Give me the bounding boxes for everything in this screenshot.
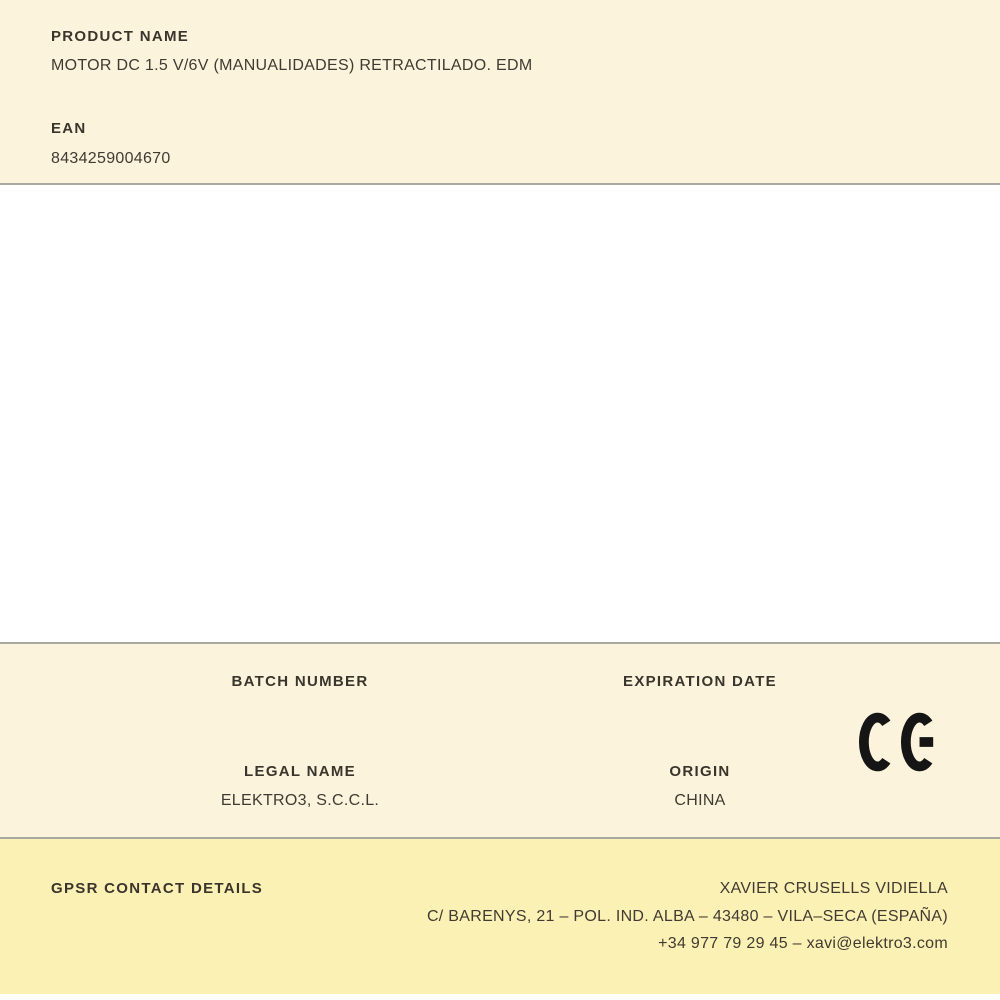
ean-value: 8434259004670 bbox=[51, 150, 171, 167]
gpsr-heading: GPSR CONTACT DETAILS bbox=[51, 880, 264, 897]
expiration-date-heading: EXPIRATION DATE bbox=[623, 673, 777, 690]
expiration-date-field bbox=[600, 672, 800, 700]
batch-number-heading: BATCH NUMBER bbox=[231, 673, 369, 690]
ce-mark-icon bbox=[859, 712, 941, 772]
ean-block bbox=[51, 119, 949, 169]
legal-name-heading: LEGAL NAME bbox=[244, 763, 356, 780]
product-name-value: MOTOR DC 1.5 V/6V (MANUALIDADES) RETRACTILADO. EDM bbox=[51, 57, 533, 74]
batch-number-field bbox=[0, 672, 600, 700]
batch-expiration-row bbox=[0, 672, 800, 700]
origin-field bbox=[600, 762, 800, 811]
ean-heading: EAN bbox=[51, 120, 87, 137]
product-image-placeholder bbox=[0, 185, 1000, 642]
origin-value: CHINA bbox=[674, 792, 726, 809]
batch-legal-section bbox=[0, 642, 1000, 837]
legal-origin-row bbox=[0, 762, 800, 811]
origin-heading: ORIGIN bbox=[669, 763, 731, 780]
ce-mark-container bbox=[800, 644, 1000, 839]
gpsr-contact-address: C/ BARENYS, 21 – POL. IND. ALBA – 43480 – VILA–SECA (ESPAÑA) bbox=[426, 907, 948, 925]
gpsr-contact-name: XAVIER CRUSELLS VIDIELLA bbox=[719, 880, 948, 897]
product-info-section bbox=[0, 0, 1000, 185]
legal-name-field bbox=[0, 762, 600, 811]
gpsr-section bbox=[0, 837, 1000, 994]
product-name-heading: PRODUCT NAME bbox=[51, 28, 190, 45]
gpsr-contact-phone-email: +34 977 79 29 45 – xavi@elektro3.com bbox=[658, 935, 948, 952]
gpsr-contact-block bbox=[427, 875, 948, 958]
legal-name-value: ELEKTRO3, S.C.C.L. bbox=[220, 792, 380, 809]
